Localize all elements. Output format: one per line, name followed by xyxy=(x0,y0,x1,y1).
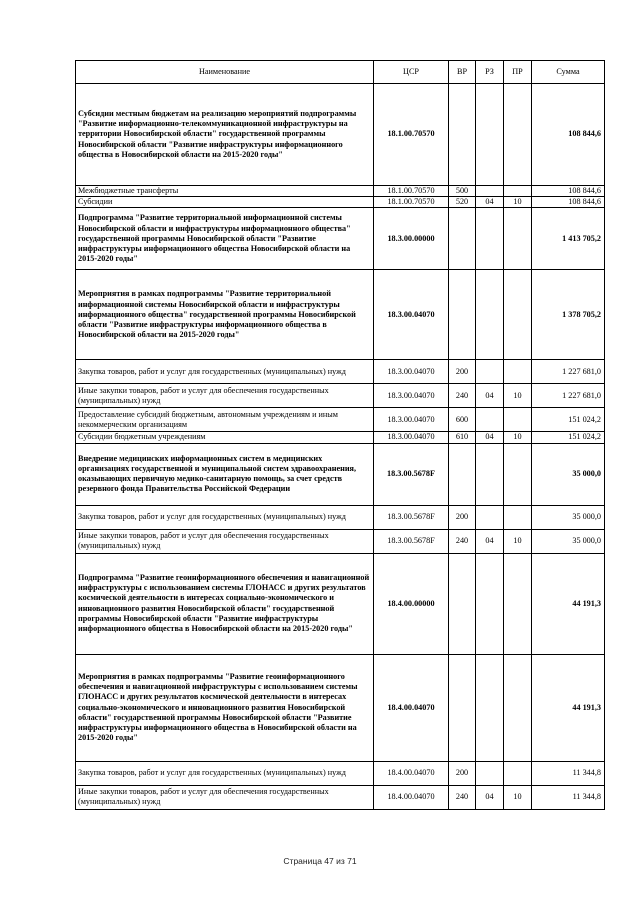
cell-sum: 11 344,8 xyxy=(532,785,605,809)
cell-name: Закупка товаров, работ и услуг для государственных (муниципальных) нужд xyxy=(76,505,374,529)
header-vr: ВР xyxy=(449,61,476,84)
cell-csr: 18.3.00.5678F xyxy=(374,443,449,505)
table-row xyxy=(76,529,605,553)
cell-csr: 18.3.00.04070 xyxy=(374,432,449,443)
table-row xyxy=(76,384,605,408)
cell-csr: 18.3.00.5678F xyxy=(374,529,449,553)
table-row xyxy=(76,84,605,186)
cell-vr: 520 xyxy=(449,197,476,208)
cell-csr: 18.4.00.00000 xyxy=(374,553,449,654)
cell-name: Подпрограмма "Развитие территориальной информационной системы Новосибирской области и инфраструктуры информационного общества" государственной программы Новосибирской области "Развитие инфраструктуры информационного общества Новосибирской области на 2015-2020 годы" xyxy=(76,208,374,270)
cell-rz xyxy=(476,360,504,384)
cell-pr xyxy=(504,270,532,360)
cell-vr: 240 xyxy=(449,529,476,553)
cell-pr: 10 xyxy=(504,197,532,208)
cell-sum: 11 344,8 xyxy=(532,761,605,785)
cell-rz: 04 xyxy=(476,197,504,208)
cell-pr xyxy=(504,84,532,186)
cell-pr xyxy=(504,408,532,432)
page-footer: Страница 47 из 71 xyxy=(283,856,357,866)
cell-csr: 18.4.00.04070 xyxy=(374,785,449,809)
cell-rz xyxy=(476,505,504,529)
cell-rz xyxy=(476,208,504,270)
cell-sum: 151 024,2 xyxy=(532,432,605,443)
header-name: Наименование xyxy=(76,61,374,84)
cell-name: Иные закупки товаров, работ и услуг для обеспечения государственных (муниципальных) нужд xyxy=(76,529,374,553)
cell-rz: 04 xyxy=(476,432,504,443)
cell-pr: 10 xyxy=(504,785,532,809)
cell-pr xyxy=(504,505,532,529)
cell-csr: 18.3.00.00000 xyxy=(374,208,449,270)
cell-csr: 18.4.00.04070 xyxy=(374,761,449,785)
cell-vr xyxy=(449,84,476,186)
cell-rz xyxy=(476,761,504,785)
table-row xyxy=(76,654,605,761)
cell-csr: 18.3.00.04070 xyxy=(374,270,449,360)
table-row xyxy=(76,553,605,654)
table-row xyxy=(76,186,605,197)
cell-vr: 600 xyxy=(449,408,476,432)
cell-pr xyxy=(504,443,532,505)
cell-vr xyxy=(449,208,476,270)
cell-vr xyxy=(449,553,476,654)
cell-sum: 1 378 705,2 xyxy=(532,270,605,360)
cell-vr xyxy=(449,443,476,505)
table-body xyxy=(76,84,605,810)
cell-sum: 1 227 681,0 xyxy=(532,384,605,408)
cell-sum: 108 844,6 xyxy=(532,197,605,208)
cell-pr xyxy=(504,654,532,761)
table-row xyxy=(76,360,605,384)
cell-name: Субсидии xyxy=(76,197,374,208)
cell-sum: 108 844,6 xyxy=(532,186,605,197)
cell-pr xyxy=(504,186,532,197)
cell-rz xyxy=(476,443,504,505)
cell-rz xyxy=(476,270,504,360)
cell-csr: 18.3.00.04070 xyxy=(374,384,449,408)
budget-table xyxy=(75,60,605,810)
cell-csr: 18.1.00.70570 xyxy=(374,84,449,186)
table-header-row xyxy=(76,61,605,84)
cell-rz: 04 xyxy=(476,529,504,553)
cell-vr: 500 xyxy=(449,186,476,197)
cell-name: Мероприятия в рамках подпрограммы "Развитие геоинформационного обеспечения и навигационной инфраструктуры с использованием системы ГЛОНАСС и других результатов космической деятельности в интересах социально-экономического и инновационного развития Новосибирской области" государственной программы Новосибирской области "Развитие инфраструктуры информационного общества в Новосибирской области на 2015-2020 годы" xyxy=(76,654,374,761)
cell-vr: 610 xyxy=(449,432,476,443)
cell-name: Мероприятия в рамках подпрограммы "Развитие территориальной информационной системы Новосибирской области и инфраструктуры информационного общества" государственной программы Новосибирской области "Развитие инфраструктуры информационного общества в Новосибирской области на 2015-2020 годы" xyxy=(76,270,374,360)
header-rz: РЗ xyxy=(476,61,504,84)
table-row xyxy=(76,443,605,505)
cell-vr: 200 xyxy=(449,360,476,384)
cell-name: Субсидии местным бюджетам на реализацию мероприятий подпрограммы "Развитие информационно-телекоммуникационной инфраструктуры на территории Новосибирской области" государственной программы Новосибирской области "Развитие инфраструктуры информационного общества в Новосибирской области на 2015-2020 годы" xyxy=(76,84,374,186)
cell-rz: 04 xyxy=(476,384,504,408)
cell-vr: 200 xyxy=(449,505,476,529)
header-sum: Сумма xyxy=(532,61,605,84)
cell-sum: 35 000,0 xyxy=(532,505,605,529)
cell-sum: 1 227 681,0 xyxy=(532,360,605,384)
cell-pr xyxy=(504,208,532,270)
cell-pr: 10 xyxy=(504,432,532,443)
cell-sum: 108 844,6 xyxy=(532,84,605,186)
cell-sum: 151 024,2 xyxy=(532,408,605,432)
cell-pr: 10 xyxy=(504,384,532,408)
cell-pr xyxy=(504,360,532,384)
table-row xyxy=(76,270,605,360)
cell-sum: 1 413 705,2 xyxy=(532,208,605,270)
cell-name: Подпрограмма "Развитие геоинформационного обеспечения и навигационной инфраструктуры с использованием системы ГЛОНАСС и других результатов космической деятельности в интересах социально-экономического и инновационного развития Новосибирской области" государственной программы Новосибирской области "Развитие инфраструктуры информационного общества в Новосибирской области на 2015-2020 годы" xyxy=(76,553,374,654)
cell-sum: 44 191,3 xyxy=(532,553,605,654)
table-row xyxy=(76,197,605,208)
cell-name: Субсидии бюджетным учреждениям xyxy=(76,432,374,443)
cell-vr xyxy=(449,654,476,761)
cell-sum: 35 000,0 xyxy=(532,529,605,553)
cell-rz xyxy=(476,408,504,432)
cell-csr: 18.3.00.04070 xyxy=(374,360,449,384)
table-row xyxy=(76,208,605,270)
cell-name: Закупка товаров, работ и услуг для государственных (муниципальных) нужд xyxy=(76,761,374,785)
header-pr: ПР xyxy=(504,61,532,84)
cell-vr xyxy=(449,270,476,360)
cell-rz xyxy=(476,654,504,761)
cell-sum: 35 000,0 xyxy=(532,443,605,505)
cell-name: Межбюджетные трансферты xyxy=(76,186,374,197)
cell-name: Внедрение медицинских информационных систем в медицинских организациях государственной и муниципальной систем здравоохранения, оказывающих первичную медико-санитарную помощь, за счет средств резервного фонда Правительства Российской Федерации xyxy=(76,443,374,505)
header-csr: ЦСР xyxy=(374,61,449,84)
cell-csr: 18.3.00.5678F xyxy=(374,505,449,529)
cell-vr: 240 xyxy=(449,785,476,809)
cell-name: Закупка товаров, работ и услуг для государственных (муниципальных) нужд xyxy=(76,360,374,384)
cell-name: Иные закупки товаров, работ и услуг для обеспечения государственных (муниципальных) нужд xyxy=(76,785,374,809)
cell-name: Иные закупки товаров, работ и услуг для обеспечения государственных (муниципальных) нужд xyxy=(76,384,374,408)
cell-pr xyxy=(504,761,532,785)
cell-rz xyxy=(476,186,504,197)
cell-rz xyxy=(476,553,504,654)
table-row xyxy=(76,432,605,443)
cell-rz: 04 xyxy=(476,785,504,809)
table-row xyxy=(76,761,605,785)
cell-rz xyxy=(476,84,504,186)
cell-csr: 18.1.00.70570 xyxy=(374,197,449,208)
cell-sum: 44 191,3 xyxy=(532,654,605,761)
cell-pr: 10 xyxy=(504,529,532,553)
cell-vr: 200 xyxy=(449,761,476,785)
cell-csr: 18.4.00.04070 xyxy=(374,654,449,761)
table-row xyxy=(76,408,605,432)
cell-name: Предоставление субсидий бюджетным, автономным учреждениям и иным некоммерческим организациям xyxy=(76,408,374,432)
table-row xyxy=(76,505,605,529)
cell-vr: 240 xyxy=(449,384,476,408)
cell-csr: 18.3.00.04070 xyxy=(374,408,449,432)
table-row xyxy=(76,785,605,809)
cell-csr: 18.1.00.70570 xyxy=(374,186,449,197)
cell-pr xyxy=(504,553,532,654)
